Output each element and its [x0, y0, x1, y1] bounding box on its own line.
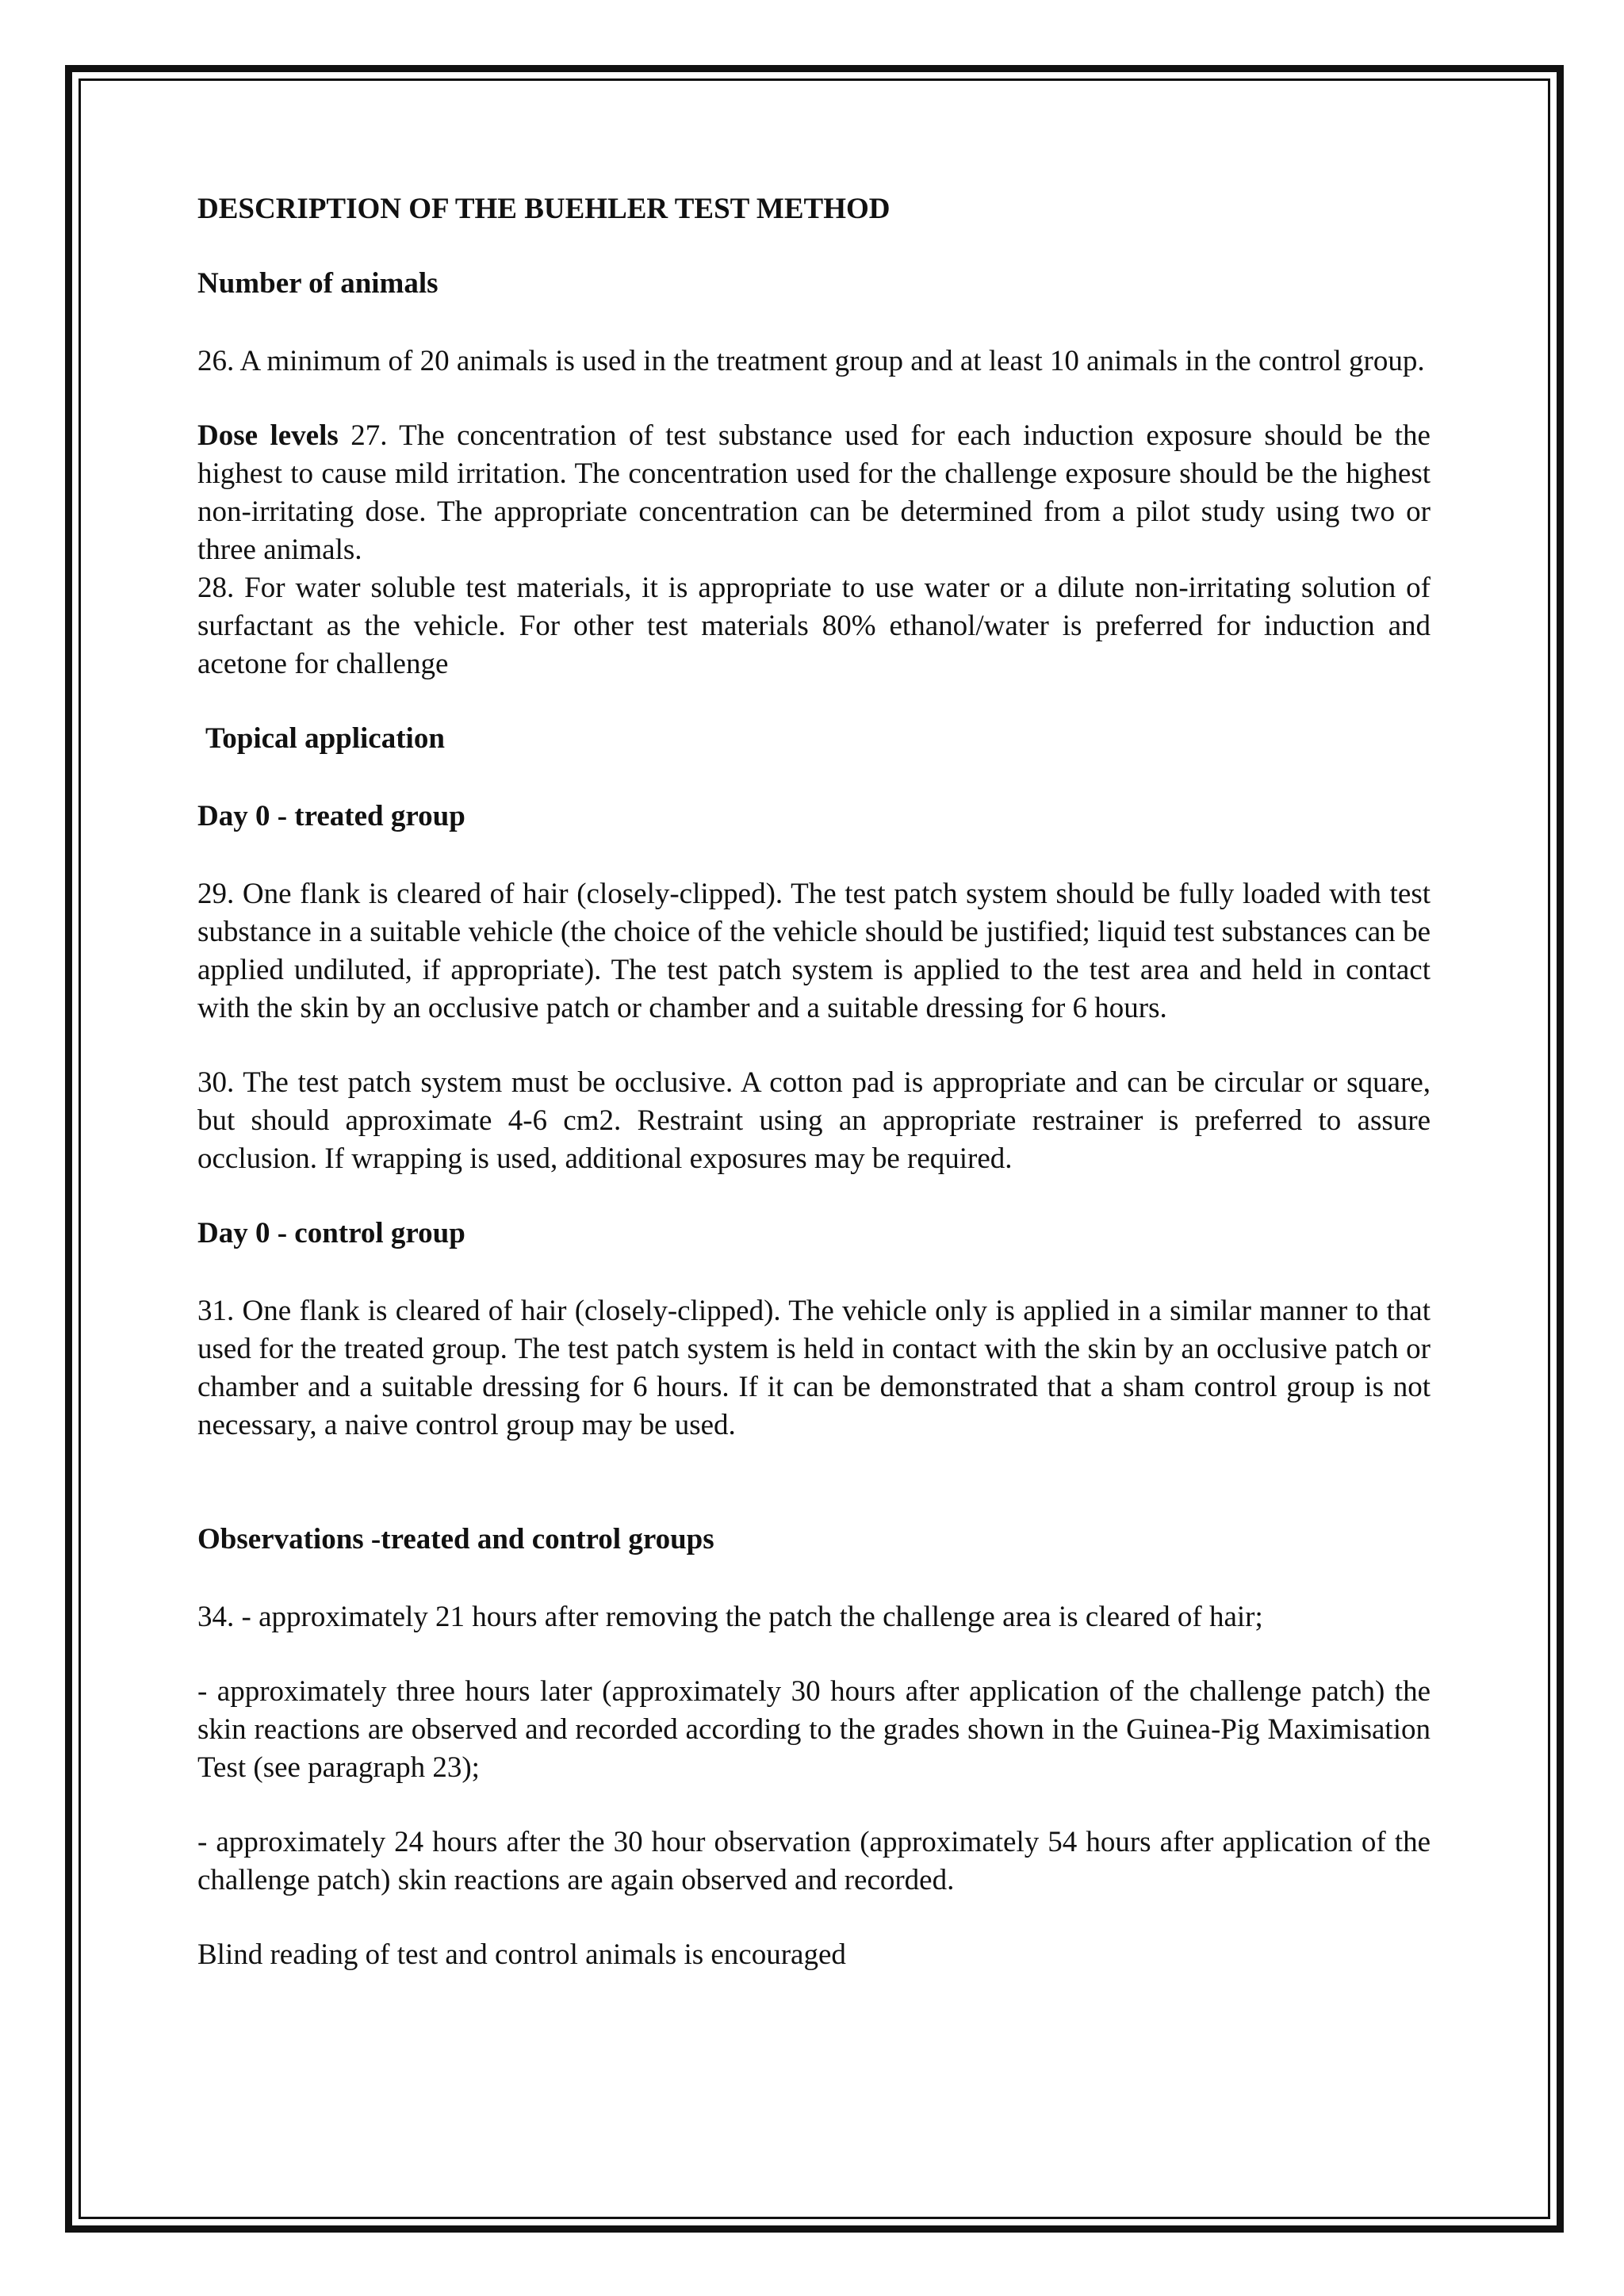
- heading-topical-application: Topical application: [205, 722, 445, 755]
- paragraph-31: 31. One flank is cleared of hair (closely-clipped). The vehicle only is applied in a similar manner to that used for the treated group. The test patch system is held in contact with the skin by an occlusive patch or chamber and a suitable dressing for 6 hours. If it can be demonstrated that a sham control group is not necessary, a naive control group may be used.: [197, 1295, 1431, 1441]
- paragraph-34a: 34. - approximately 21 hours after removing the patch the challenge area is cleared of hair;: [197, 1601, 1263, 1633]
- paragraph-blind-reading: Blind reading of test and control animals is encouraged: [197, 1938, 846, 1971]
- paragraph-27: [197, 417, 1431, 569]
- heading-number-of-animals: Number of animals: [197, 267, 439, 300]
- paragraph-30: 30. The test patch system must be occlusive. A cotton pad is appropriate and can be circular or square, but should approximate 4-6 cm2. Restraint using an appropriate restrainer is preferred to assure occlusion. If wrapping is used, additional exposures may be required.: [197, 1066, 1431, 1175]
- heading-dose-levels: Dose levels: [197, 419, 339, 452]
- document-title: DESCRIPTION OF THE BUEHLER TEST METHOD: [197, 193, 891, 225]
- heading-observations: Observations -treated and control groups: [197, 1523, 714, 1556]
- paragraph-26: 26. A minimum of 20 animals is used in the treatment group and at least 10 animals in the control group.: [197, 345, 1425, 377]
- heading-day0-control: Day 0 - control group: [197, 1217, 465, 1249]
- paragraph-34c: - approximately 24 hours after the 30 hour observation (approximately 54 hours after application of the challenge patch) skin reactions are again observed and recorded.: [197, 1826, 1431, 1896]
- paragraph-27-text: 27. The concentration of test substance used for each induction exposure should be the highest to cause mild irritation. The concentration used for the challenge exposure should be the highest non-irritating dose. The appropriate concentration can be determined from a pilot study using two or three animals.: [197, 419, 1431, 566]
- paragraph-34b: - approximately three hours later (approximately 30 hours after application of the challenge patch) the skin reactions are observed and recorded according to the grades shown in the Guinea-Pig Maximisation Test (see paragraph 23);: [197, 1675, 1431, 1784]
- paragraph-29: 29. One flank is cleared of hair (closely-clipped). The test patch system should be fully loaded with test substance in a suitable vehicle (the choice of the vehicle should be justified; liquid test substances can be applied undiluted, if appropriate). The test patch system is applied to the test area and held in contact with the skin by an occlusive patch or chamber and a suitable dressing for 6 hours.: [197, 878, 1431, 1024]
- paragraph-28: 28. For water soluble test materials, it is appropriate to use water or a dilute non-irritating solution of surfactant as the vehicle. For other test materials 80% ethanol/water is preferred for induction and acetone for challenge: [197, 572, 1431, 680]
- heading-day0-treated: Day 0 - treated group: [197, 800, 465, 832]
- document-body: [197, 190, 1431, 1974]
